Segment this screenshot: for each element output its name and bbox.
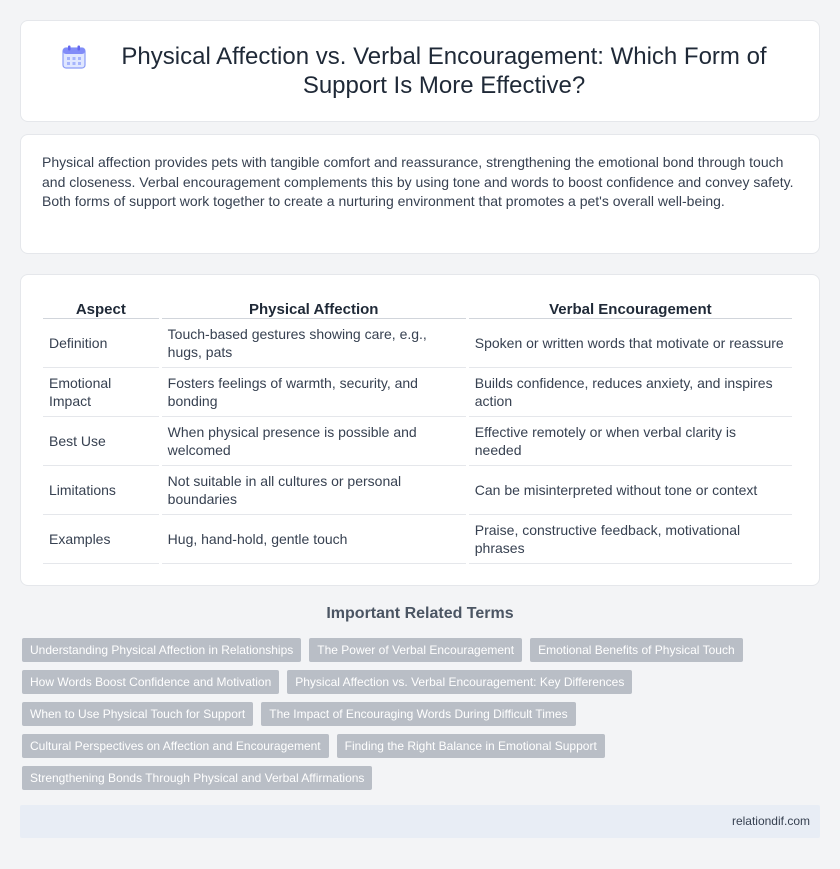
table-cell-aspect: Limitations [43, 466, 159, 515]
footer [20, 805, 820, 838]
table-cell-physical: Fosters feelings of warmth, security, and bonding [162, 368, 466, 417]
comparison-table [40, 295, 795, 564]
table-row [43, 466, 792, 515]
table-cell-physical: Hug, hand-hold, gentle touch [162, 515, 466, 564]
related-terms-list [22, 638, 812, 790]
intro-card [20, 134, 820, 254]
related-term-link[interactable]: The Power of Verbal Encouragement [309, 638, 522, 662]
table-row [43, 319, 792, 368]
table-row [43, 515, 792, 564]
table-cell-aspect: Examples [43, 515, 159, 564]
related-term-link[interactable]: How Words Boost Confidence and Motivation [22, 670, 279, 694]
table-cell-aspect: Definition [43, 319, 159, 368]
page-title: Physical Affection vs. Verbal Encouragement: Which Form of Support Is More Effective? [121, 43, 767, 99]
related-term-link[interactable]: Emotional Benefits of Physical Touch [530, 638, 743, 662]
related-term-link[interactable]: When to Use Physical Touch for Support [22, 702, 253, 726]
table-cell-aspect: Emotional Impact [43, 368, 159, 417]
table-cell-aspect: Best Use [43, 417, 159, 466]
footer-site-name[interactable]: relationdif.com [731, 814, 810, 828]
column-header-physical-affection: Physical Affection [162, 295, 466, 319]
column-header-aspect: Aspect [43, 295, 159, 319]
table-cell-physical: Not suitable in all cultures or personal boundaries [162, 466, 466, 515]
table-cell-verbal: Praise, constructive feedback, motivational phrases [469, 515, 792, 564]
column-header-verbal-encouragement: Verbal Encouragement [469, 295, 792, 319]
related-terms-title: Important Related Terms [326, 605, 514, 622]
related-term-link[interactable]: The Impact of Encouraging Words During Difficult Times [261, 702, 575, 726]
related-term-link[interactable]: Physical Affection vs. Verbal Encouragement: Key Differences [287, 670, 632, 694]
table-row [43, 368, 792, 417]
related-term-link[interactable]: Understanding Physical Affection in Relationships [22, 638, 301, 662]
table-cell-verbal: Spoken or written words that motivate or reassure [469, 319, 792, 368]
related-term-link[interactable]: Cultural Perspectives on Affection and Encouragement [22, 734, 329, 758]
related-term-link[interactable]: Strengthening Bonds Through Physical and Verbal Affirmations [22, 766, 372, 790]
calendar-icon [61, 44, 87, 70]
intro-paragraph: Physical affection provides pets with tangible comfort and reassurance, strengthening the emotional bond through touch and closeness. Verbal encouragement complements this by using tone and words to boost confidence and convey safety. Both forms of support work together to create a nurturing environment that promotes a pet's overall well-being. [42, 154, 794, 209]
table-cell-physical: When physical presence is possible and welcomed [162, 417, 466, 466]
table-cell-verbal: Builds confidence, reduces anxiety, and inspires action [469, 368, 792, 417]
table-cell-physical: Touch-based gestures showing care, e.g., hugs, pats [162, 319, 466, 368]
comparison-table-card [20, 274, 820, 586]
header-card [20, 20, 820, 122]
table-row [43, 417, 792, 466]
table-cell-verbal: Can be misinterpreted without tone or context [469, 466, 792, 515]
related-term-link[interactable]: Finding the Right Balance in Emotional Support [337, 734, 605, 758]
table-cell-verbal: Effective remotely or when verbal clarity is needed [469, 417, 792, 466]
table-header-row [43, 295, 792, 319]
